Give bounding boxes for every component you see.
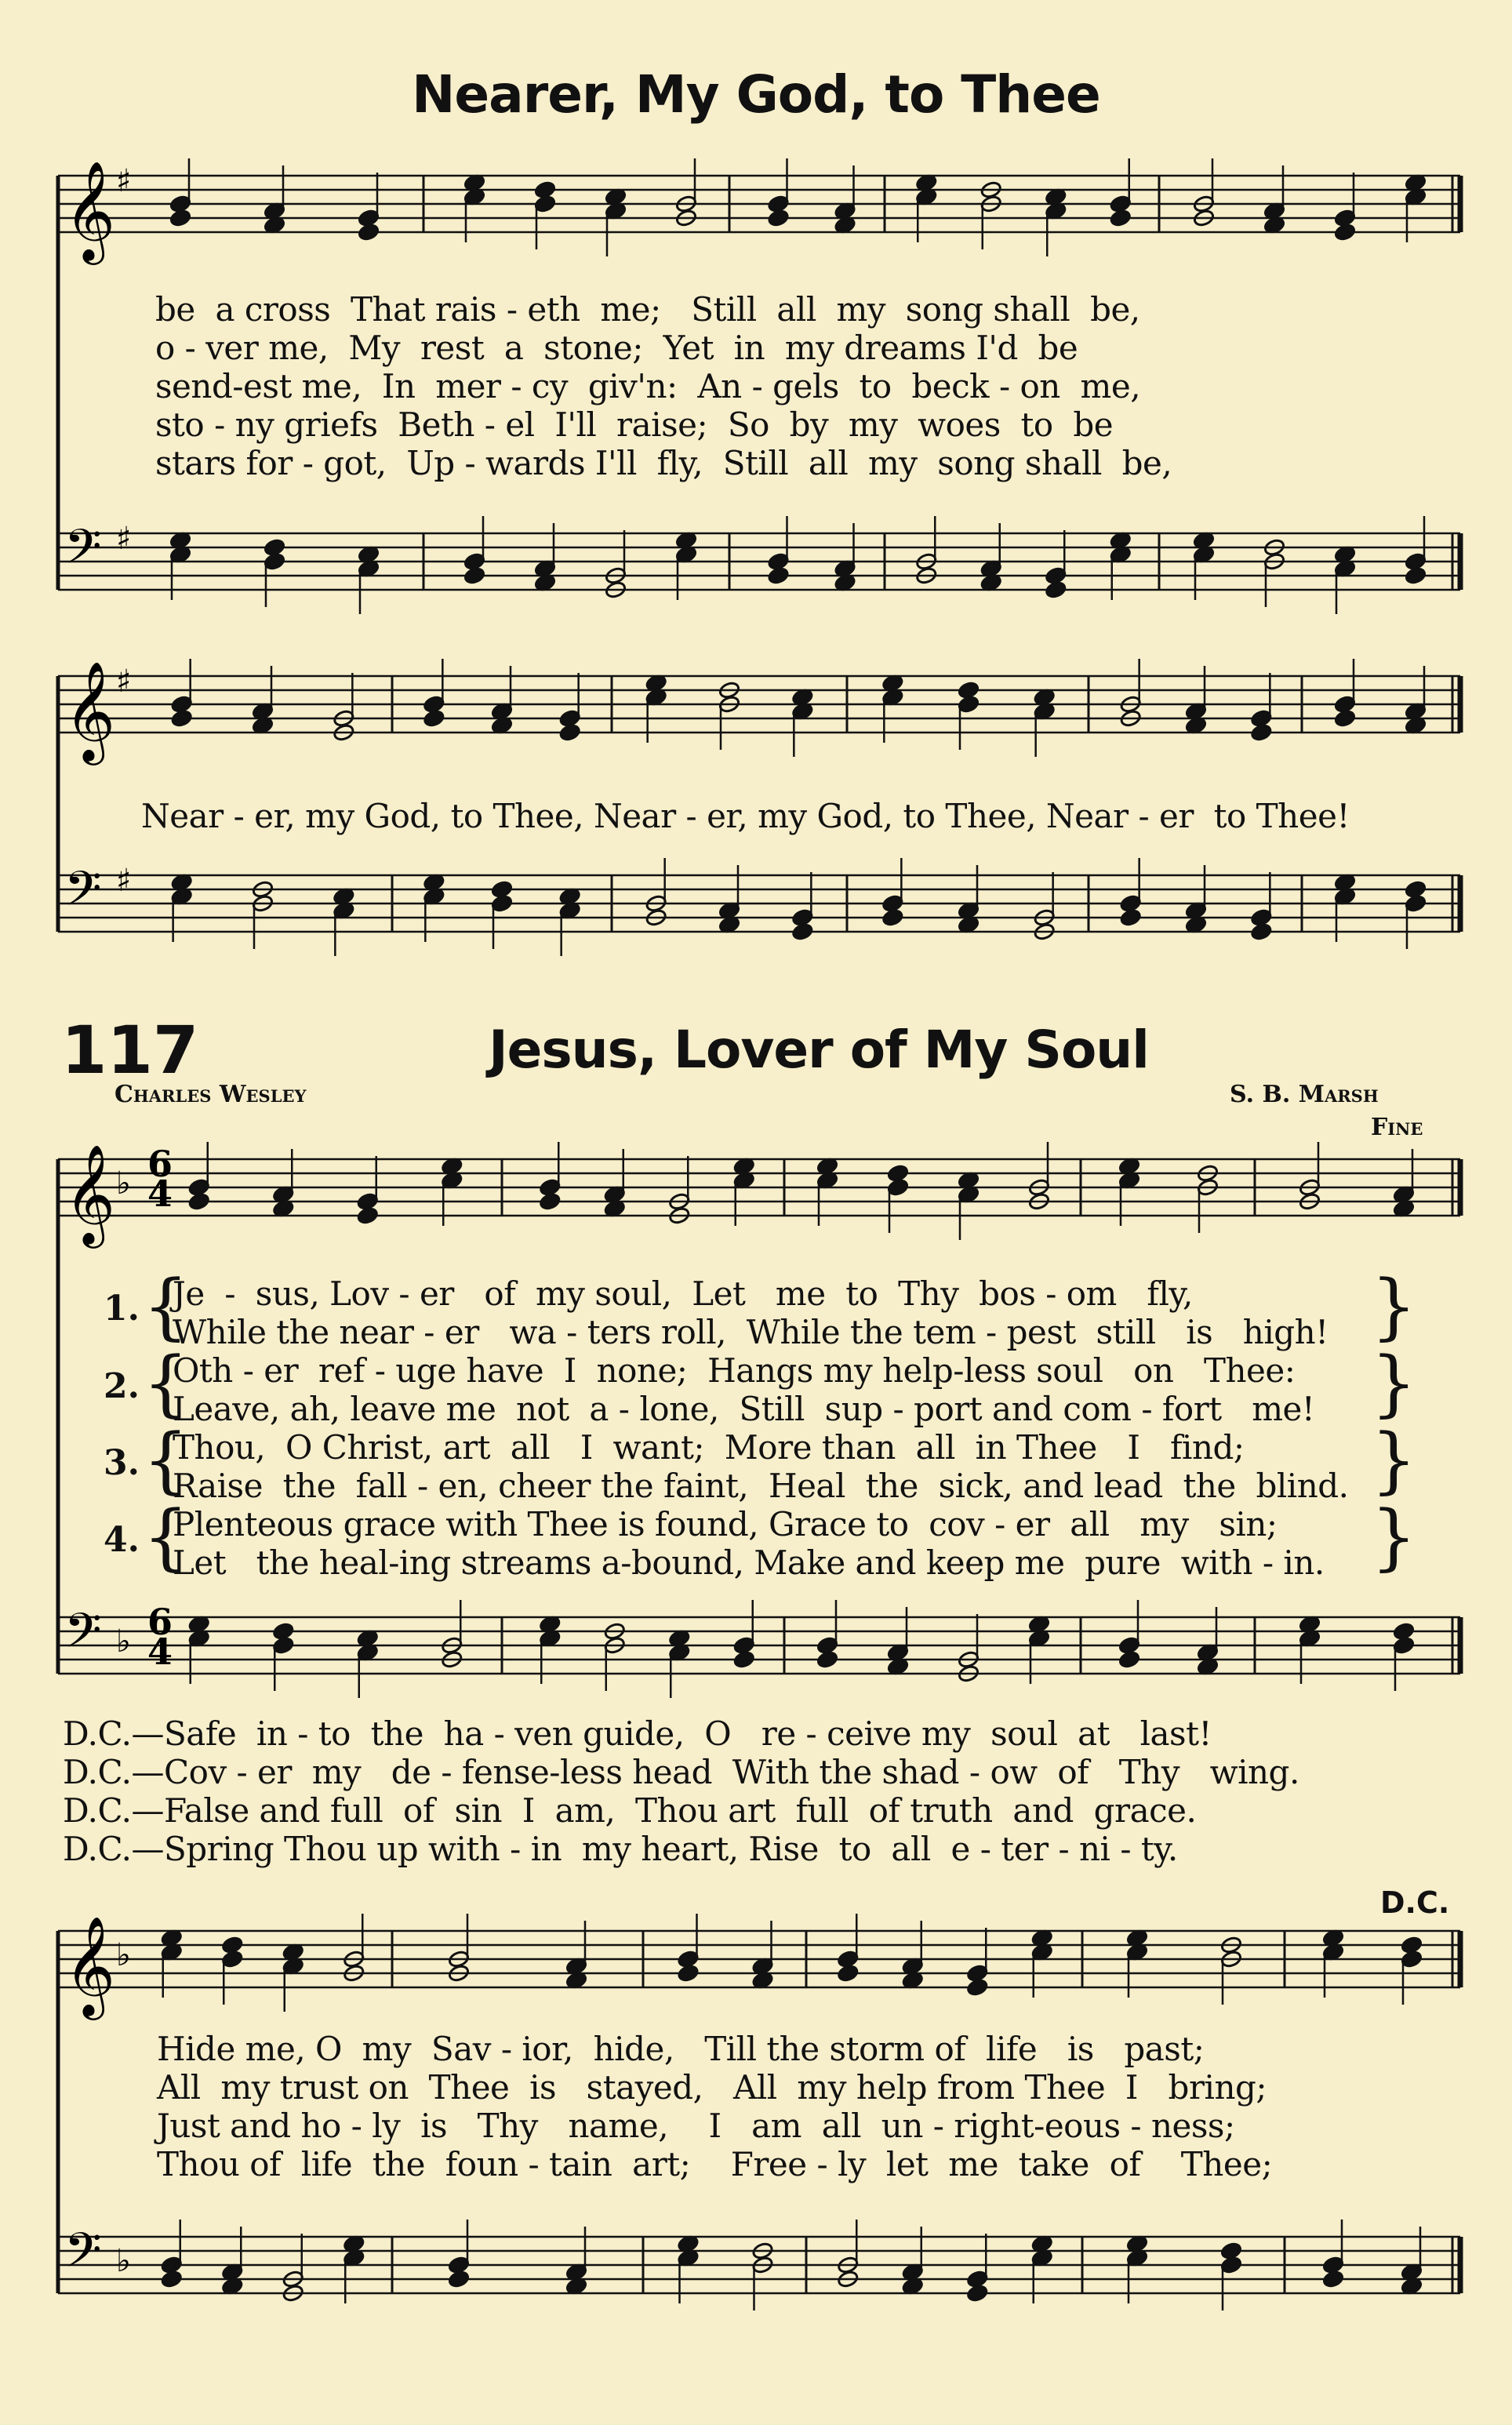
- verse-brace: {: [143, 1495, 189, 1579]
- note-head: [1334, 709, 1356, 728]
- note-head: [423, 709, 445, 728]
- hymn1-refrain: Near - er, my God, to Thee, Near - er, my God, to Thee, Near - er to Thee!: [141, 797, 1350, 835]
- key-signature-icon: ♭: [116, 1623, 131, 1660]
- note-head: [1110, 209, 1132, 227]
- note-head: [966, 2284, 988, 2303]
- note-head: [966, 1978, 988, 1997]
- note-head: [357, 1206, 379, 1225]
- key-signature-icon: ♯: [116, 863, 132, 899]
- note-head: [169, 209, 191, 227]
- lyric-line: While the near - er wa - ters roll, While the tem - pest still is high!: [173, 1313, 1328, 1351]
- key-signature-icon: ♭: [116, 1937, 131, 1973]
- note-head: [1322, 2270, 1344, 2289]
- lyric-line: Raise the fall - en, cheer the faint, Heal the sick, and lead the blind.: [173, 1467, 1349, 1505]
- verse-brace: {: [143, 1418, 189, 1502]
- time-signature: 6: [147, 1601, 173, 1643]
- note-head: [1250, 723, 1272, 742]
- key-signature-icon: ♭: [116, 1165, 131, 1202]
- note-head: [837, 1964, 859, 1983]
- note-head: [1118, 1650, 1140, 1669]
- fine-mark: Fine: [1371, 1114, 1423, 1141]
- note-head: [358, 223, 380, 242]
- note-head: [1250, 922, 1272, 941]
- note-head: [539, 1192, 561, 1211]
- clef-icon: 𝄢: [64, 519, 102, 587]
- note-head: [816, 1650, 838, 1669]
- note-head: [188, 1192, 210, 1211]
- note-head: [791, 922, 813, 941]
- verse-number: 3.: [104, 1443, 140, 1483]
- dc-lyric-line: D.C.—Safe in - to the ha - ven guide, O re - ceive my soul at last!: [63, 1714, 1212, 1753]
- verse-brace: {: [143, 1341, 189, 1425]
- verse-number: 1.: [104, 1289, 140, 1329]
- chorus-line: All my trust on Thee is stayed, All my help from Thee I bring;: [157, 2068, 1267, 2107]
- chorus-line: Hide me, O my Sav - ior, hide, Till the storm of life is past;: [157, 2030, 1205, 2068]
- hymn-number: 117: [61, 1012, 199, 1089]
- verse-number: 2.: [104, 1366, 140, 1406]
- clef-icon: 𝄞: [64, 660, 116, 761]
- chorus-line: Thou of life the foun - tain art; Free - ly let me take of Thee;: [157, 2145, 1273, 2183]
- time-signature: 4: [147, 1631, 173, 1673]
- verse-brace: }: [1371, 1264, 1417, 1348]
- note-head: [733, 1650, 755, 1669]
- note-head: [171, 709, 193, 728]
- note-head: [881, 908, 903, 927]
- verse-number: 4.: [104, 1520, 140, 1560]
- lyric-line: stars for - got, Up - wards I'll fly, Still all my song shall be,: [155, 444, 1172, 482]
- note-head: [1334, 223, 1356, 242]
- lyric-line: Thou, O Christ, art all I want; More than all in Thee I find;: [173, 1428, 1245, 1467]
- note-head: [767, 566, 789, 585]
- chorus-line: Just and ho - ly is Thy name, I am all un - right-eous - ness;: [157, 2107, 1235, 2145]
- composer-credit: S. B. Marsh: [1230, 1081, 1379, 1108]
- lyric-line: o - ver me, My rest a stone; Yet in my dreams I'd be: [155, 329, 1078, 367]
- note-head: [448, 2270, 470, 2289]
- key-signature-icon: ♯: [116, 664, 132, 700]
- lyric-line: send-est me, In mer - cy giv'n: An - gels to beck - on me,: [155, 367, 1141, 405]
- clef-icon: 𝄢: [64, 861, 102, 929]
- author-credit: Charles Wesley: [114, 1081, 307, 1108]
- note-head: [767, 209, 789, 227]
- verse-brace: }: [1371, 1418, 1417, 1502]
- clef-icon: 𝄞: [64, 160, 116, 260]
- note-head: [463, 566, 485, 585]
- time-signature: 4: [147, 1173, 173, 1215]
- lyric-line: sto - ny griefs Beth - el I'll raise; So by my woes to be: [155, 405, 1114, 444]
- time-signature: 6: [147, 1143, 173, 1185]
- clef-icon: 𝄢: [64, 2223, 102, 2290]
- note-head: [1405, 566, 1427, 585]
- key-signature-icon: ♯: [116, 521, 132, 557]
- dc-mark: D.C.: [1380, 1885, 1450, 1920]
- lyric-line: Leave, ah, leave me not a - lone, Still sup - port and com - fort me!: [173, 1390, 1315, 1428]
- verse-brace: {: [143, 1264, 189, 1348]
- hymn2-title: Jesus, Lover of My Soul: [489, 1020, 1149, 1080]
- lyric-line: Je - sus, Lov - er of my soul, Let me to Thy bos - om fly,: [173, 1274, 1193, 1313]
- key-signature-icon: ♭: [116, 2243, 131, 2279]
- hymn1-title: Nearer, My God, to Thee: [412, 64, 1100, 125]
- note-head: [1120, 908, 1142, 927]
- lyric-line: Plenteous grace with Thee is found, Grace to cov - er all my sin;: [173, 1505, 1278, 1543]
- lyric-line: be a cross That rais - eth me; Still all my song shall be,: [155, 290, 1140, 329]
- key-signature-icon: ♯: [116, 163, 132, 199]
- clef-icon: 𝄞: [64, 1143, 116, 1244]
- dc-lyric-line: D.C.—Spring Thou up with - in my heart, Rise to all e - ter - ni - ty.: [63, 1830, 1178, 1868]
- note-head: [161, 2270, 183, 2289]
- verse-brace: }: [1371, 1341, 1417, 1425]
- dc-lyric-line: D.C.—Cov - er my de - fense-less head With the shad - ow of Thy wing.: [63, 1753, 1299, 1791]
- clef-icon: 𝄢: [64, 1603, 102, 1671]
- note-head: [559, 723, 581, 742]
- clef-icon: 𝄞: [64, 1915, 116, 2016]
- dc-lyric-line: D.C.—False and full of sin I am, Thou art full of truth and grace.: [63, 1791, 1197, 1830]
- note-head: [677, 1964, 699, 1983]
- verse-brace: }: [1371, 1495, 1417, 1579]
- lyric-line: Let the heal-ing streams a-bound, Make and keep me pure with - in.: [173, 1543, 1325, 1582]
- lyric-line: Oth - er ref - uge have I none; Hangs my help-less soul on Thee:: [173, 1351, 1296, 1390]
- note-head: [1045, 580, 1067, 599]
